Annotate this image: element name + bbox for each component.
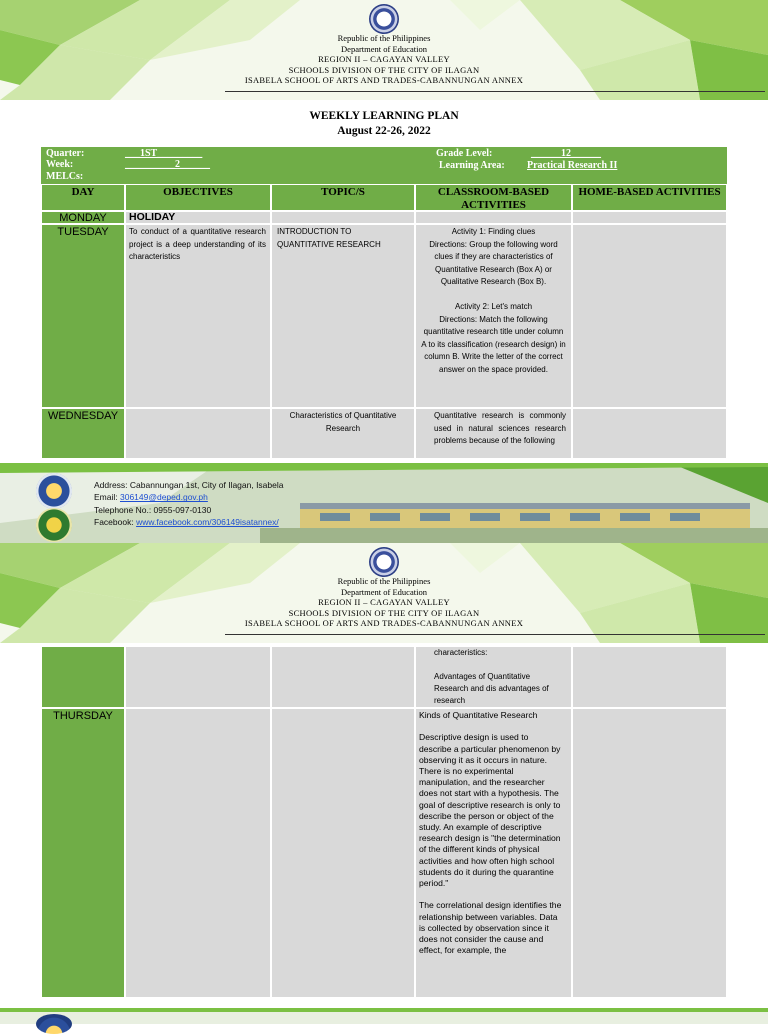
header-divider-page2 [225, 634, 765, 635]
footer-email-link[interactable]: 306149@deped.gov.ph [119, 492, 208, 503]
wednesday-classroom-activity: Quantitative research is commonly used in natural sciences research problems because of the following [415, 408, 572, 459]
quarter-label: Quarter: [46, 148, 85, 159]
plan-date: August 22-26, 2022 [337, 125, 431, 137]
header-department-page2: Department of Education [341, 586, 427, 597]
school-seal-icon [36, 508, 72, 542]
grade-level-value: ______12______ [531, 148, 601, 159]
header-department: Department of Education [341, 43, 427, 54]
division-seal-icon [36, 473, 72, 509]
monday-holiday: HOLIDAY [125, 211, 271, 224]
column-header-classroom-activities: CLASSROOM-BASED ACTIVITIES [415, 184, 572, 211]
monday-topic-cell [271, 211, 415, 224]
wednesday-home-cell [572, 408, 727, 459]
monday-classroom-cell [415, 211, 572, 224]
header-republic-page2: Republic of the Philippines [337, 576, 431, 586]
learning-area-label: Learning Area: [439, 160, 505, 171]
footer-address: Address: Cabannungan 1st, City of Ilagan, Isabela [94, 480, 284, 490]
wednesday-home-cell-continued [572, 646, 727, 708]
header-division-page2: SCHOOLS DIVISION OF THE CITY OF ILAGAN [288, 607, 480, 618]
thursday-classroom-activity: Kinds of Quantitative Research Descriptive design is used to describe a particular phenomenon by observing it as it occurs in nature. There is no experimental manipulation, and the researcher does not start with a hypothesis. The goal of descriptive research is only to describe the person or object of the study. An example of descriptive research design is "the determination of the different kinds of physical activities and how often high school students do it during the quarantine period." The correlational design identifies the relationship between variables. Data is collected by observation since it does not consider the cause and effect, for example, the [415, 708, 572, 998]
header-region: REGION II – CAGAYAN VALLEY [318, 54, 450, 65]
day-wednesday: WEDNESDAY [41, 408, 125, 459]
next-page-footer-edge [0, 1008, 768, 1024]
learning-area-value: Practical Research II [527, 160, 618, 171]
plan-title [0, 109, 768, 139]
quarter-value: ___1ST_________ [125, 148, 203, 159]
letterhead-top [0, 0, 768, 100]
column-header-topics: TOPIC/S [271, 184, 415, 211]
header-school: ISABELA SCHOOL OF ARTS AND TRADES-CABANNUNGAN ANNEX [244, 75, 524, 86]
wednesday-objective-cell [125, 408, 271, 459]
column-header-day: DAY [41, 184, 125, 211]
week-value: __________2______ [125, 159, 210, 170]
tuesday-topic: INTRODUCTION TO QUANTITATIVE RESEARCH [271, 224, 415, 408]
deped-seal-icon [369, 4, 399, 34]
wednesday-topic-cell-continued [271, 646, 415, 708]
thursday-topic-cell [271, 708, 415, 998]
melcs-label: MELCs: [46, 171, 84, 182]
tuesday-home-cell [572, 224, 727, 408]
column-header-home-activities: HOME-BASED ACTIVITIES [572, 184, 727, 211]
header-republic: Republic of the Philippines [337, 33, 431, 43]
letterhead-top-page2 [0, 543, 768, 643]
monday-home-cell [572, 211, 727, 224]
footer-email-row [94, 491, 283, 503]
day-tuesday: TUESDAY [41, 224, 125, 408]
header-division: SCHOOLS DIVISION OF THE CITY OF ILAGAN [288, 64, 480, 75]
letterhead-footer [0, 463, 768, 543]
footer-facebook-row [94, 516, 283, 528]
tuesday-classroom-activity: Activity 1: Finding clues Directions: Group the following word clues if they are characteristics of Quantitative Research (Box A) or Qualitative Research (Box B). Activity 2: Let's match Directions: Match the following quantitative research title under column A to its classification (research design) in column B. Write the letter of the correct answer on the space provided. [415, 224, 572, 408]
footer-facebook-label: Facebook: [94, 516, 137, 527]
division-seal-icon-page2 [36, 1014, 72, 1034]
plan-title-main: WEEKLY LEARNING PLAN [309, 110, 459, 122]
header-school-page2: ISABELA SCHOOL OF ARTS AND TRADES-CABANNUNGAN ANNEX [244, 618, 524, 629]
column-header-objectives: OBJECTIVES [125, 184, 271, 211]
deped-seal-icon-page2 [369, 547, 399, 577]
day-thursday: THURSDAY [41, 708, 125, 998]
wednesday-classroom-activity-continued: characteristics: Advantages of Quantitative Research and dis advantages of research [415, 646, 572, 708]
grade-level-label: Grade Level: [436, 148, 493, 159]
footer-phone: Telephone No.: 0955-097-0130 [94, 504, 212, 515]
thursday-objective-cell [125, 708, 271, 998]
wednesday-objective-cell-continued [125, 646, 271, 708]
footer-facebook-link[interactable]: www.facebook.com/306149isatannex/ [136, 516, 279, 527]
day-wednesday-continued [41, 646, 125, 708]
footer-email-label: Email: [94, 492, 120, 503]
header-divider [225, 91, 765, 92]
tuesday-objective: To conduct of a quantitative research project is a deep understanding of its characteristics [125, 224, 271, 408]
header-region-page2: REGION II – CAGAYAN VALLEY [318, 597, 450, 608]
footer-stripe [0, 1008, 768, 1012]
wednesday-topic: Characteristics of Quantitative Research [271, 408, 415, 459]
info-band [41, 147, 727, 184]
day-monday: MONDAY [41, 211, 125, 224]
week-label: Week: [46, 159, 74, 170]
thursday-home-cell [572, 708, 727, 998]
